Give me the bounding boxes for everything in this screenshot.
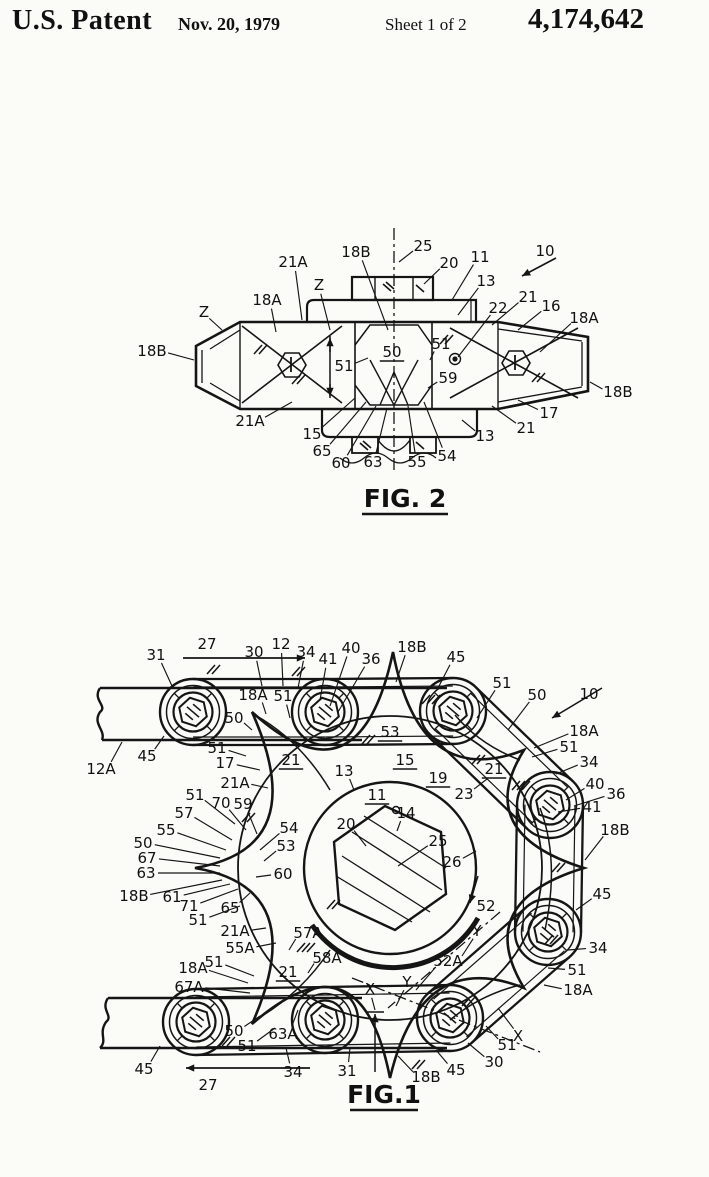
ref-numeral-34: 34: [588, 939, 608, 957]
ref-numeral-18A: 18A: [178, 959, 208, 977]
ref-numeral-51: 51: [188, 911, 208, 929]
ref-numeral-Y: Y: [472, 922, 482, 940]
ref-numeral-27: 27: [198, 1076, 218, 1094]
ref-numeral-10: 10: [535, 242, 555, 260]
ref-numeral-26: 26: [442, 853, 462, 871]
ref-numeral-14: 14: [396, 804, 416, 822]
ref-numeral-17: 17: [539, 404, 559, 422]
ref-numeral-51: 51: [559, 738, 579, 756]
ref-numeral-57: 57: [174, 804, 194, 822]
ref-numeral-Z: Z: [313, 276, 325, 294]
ref-numeral-34: 34: [283, 1063, 303, 1081]
ref-numeral-70: 70: [211, 794, 231, 812]
ref-numeral-21A: 21A: [278, 253, 308, 271]
chain-roller: [517, 772, 583, 838]
ref-numeral-71: 71: [179, 897, 199, 915]
ref-numeral-63A: 63A: [268, 1025, 298, 1043]
chain-roller: [417, 985, 483, 1051]
ref-numeral-18A: 18A: [252, 291, 282, 309]
ref-numeral-50: 50: [224, 709, 244, 727]
ref-numeral-50: 50: [133, 834, 153, 852]
ref-numeral-67A: 67A: [174, 978, 204, 996]
ref-numeral-18B: 18B: [411, 1068, 441, 1086]
ref-numeral-21A: 21A: [220, 774, 250, 792]
ref-numeral-54: 54: [437, 447, 457, 465]
ref-numeral-50: 50: [527, 686, 547, 704]
ref-numeral-45: 45: [137, 747, 157, 765]
ref-numeral-18B: 18B: [341, 243, 371, 261]
ref-numeral-60: 60: [273, 865, 293, 883]
ref-numeral-18B: 18B: [600, 821, 630, 839]
ref-numeral-50: 50: [382, 343, 402, 361]
ref-numeral-18A: 18A: [569, 309, 599, 327]
ref-numeral-25: 25: [428, 832, 448, 850]
ref-numeral-59: 59: [438, 369, 458, 387]
ref-numeral-59: 59: [233, 795, 253, 813]
ref-numeral-52A: 52A: [433, 952, 463, 970]
ref-numeral-45: 45: [446, 648, 466, 666]
ref-numeral-18B: 18B: [397, 638, 427, 656]
ref-numeral-23: 23: [454, 785, 474, 803]
ref-numeral-21: 21: [281, 751, 301, 769]
ref-numeral-31: 31: [337, 1062, 357, 1080]
ref-numeral-18B: 18B: [137, 342, 167, 360]
ref-numeral-21: 21: [278, 963, 298, 981]
ref-numeral-45: 45: [446, 1061, 466, 1079]
ref-numeral-31: 31: [146, 646, 166, 664]
ref-numeral-65: 65: [312, 442, 332, 460]
chain-roller: [420, 678, 486, 744]
ref-numeral-18B: 18B: [603, 383, 633, 401]
ref-numeral-45: 45: [134, 1060, 154, 1078]
ref-numeral-13: 13: [476, 272, 496, 290]
ref-numeral-X: X: [364, 980, 376, 998]
ref-numeral-21: 21: [484, 760, 504, 778]
ref-numeral-21: 21: [516, 419, 536, 437]
ref-numeral-55: 55: [407, 453, 427, 471]
ref-numeral-53: 53: [380, 723, 400, 741]
ref-numeral-12: 12: [271, 635, 291, 653]
ref-numeral-65: 65: [220, 899, 240, 917]
ref-numeral-51: 51: [431, 335, 451, 353]
ref-numeral-51: 51: [334, 357, 354, 375]
ref-numeral-40: 40: [585, 775, 605, 793]
ref-numeral-36: 36: [606, 785, 626, 803]
fig2-lower-hub: [322, 409, 477, 437]
ref-numeral-27: 27: [197, 635, 217, 653]
ref-numeral-51: 51: [185, 786, 205, 804]
ref-numeral-67: 67: [137, 849, 157, 867]
ref-numeral-51: 51: [492, 674, 512, 692]
ref-numeral-Z: Z: [198, 303, 210, 321]
patent-header-sheet: Sheet 1 of 2: [385, 15, 467, 34]
ref-numeral-58A: 58A: [312, 949, 342, 967]
ref-numeral-57A: 57A: [293, 924, 323, 942]
ref-numeral-30: 30: [244, 643, 264, 661]
ref-numeral-51: 51: [204, 953, 224, 971]
ref-numeral-30: 30: [484, 1053, 504, 1071]
ref-numeral-13: 13: [475, 427, 495, 445]
patent-header-number: 4,174,642: [528, 3, 644, 35]
ref-numeral-55A: 55A: [225, 939, 255, 957]
ref-numeral-45: 45: [592, 885, 612, 903]
ref-numeral-20: 20: [336, 815, 356, 833]
fig2-caption: FIG. 2: [363, 484, 447, 513]
ref-numeral-13: 13: [334, 762, 354, 780]
ref-numeral-51: 51: [273, 687, 293, 705]
ref-numeral-53: 53: [276, 837, 296, 855]
ref-numeral-Y: Y: [402, 973, 412, 991]
ref-numeral-10: 10: [579, 685, 599, 703]
ref-numeral-X: X: [512, 1027, 524, 1045]
ref-numeral-18B: 18B: [119, 887, 149, 905]
ref-numeral-22: 22: [488, 299, 508, 317]
ref-numeral-25: 25: [413, 237, 433, 255]
ref-numeral-21A: 21A: [220, 922, 250, 940]
ref-numeral-12A: 12A: [86, 760, 116, 778]
ref-numeral-63: 63: [363, 453, 383, 471]
ref-numeral-20: 20: [439, 254, 459, 272]
ref-numeral-60: 60: [331, 454, 351, 472]
patent-header-title: U.S. Patent: [12, 5, 153, 36]
ref-numeral-18A: 18A: [569, 722, 599, 740]
fig2-pin-dot: [452, 356, 457, 361]
ref-numeral-34: 34: [296, 643, 316, 661]
ref-numeral-51: 51: [237, 1037, 257, 1055]
ref-numeral-15: 15: [395, 751, 415, 769]
ref-numeral-18A: 18A: [238, 686, 268, 704]
ref-numeral-63: 63: [136, 864, 156, 882]
ref-numeral-36: 36: [361, 650, 381, 668]
ref-numeral-21A: 21A: [235, 412, 265, 430]
ref-numeral-41: 41: [318, 650, 338, 668]
ref-numeral-51: 51: [497, 1036, 517, 1054]
ref-numeral-51: 51: [567, 961, 587, 979]
ref-numeral-18A: 18A: [563, 981, 593, 999]
ref-numeral-51: 51: [207, 739, 227, 757]
patent-header-date: Nov. 20, 1979: [178, 14, 281, 34]
fig2-right-bearing-hex: [502, 351, 530, 375]
ref-numeral-61: 61: [162, 888, 182, 906]
ref-numeral-54: 54: [279, 819, 299, 837]
ref-numeral-40: 40: [341, 639, 361, 657]
ref-numeral-21: 21: [518, 288, 538, 306]
ref-numeral-11: 11: [470, 248, 490, 266]
ref-numeral-41: 41: [582, 798, 602, 816]
chain-roller: [515, 899, 581, 965]
ref-numeral-52: 52: [476, 897, 496, 915]
ref-numeral-16: 16: [541, 297, 561, 315]
ref-numeral-34: 34: [579, 753, 599, 771]
fig1-caption: FIG.1: [347, 1080, 421, 1109]
ref-numeral-17: 17: [215, 754, 235, 772]
ref-numeral-11: 11: [367, 786, 387, 804]
ref-numeral-50: 50: [224, 1022, 244, 1040]
ref-numeral-15: 15: [302, 425, 322, 443]
fig2-upper-hub: [307, 300, 476, 322]
ref-numeral-55: 55: [156, 821, 176, 839]
ref-numeral-19: 19: [428, 769, 448, 787]
